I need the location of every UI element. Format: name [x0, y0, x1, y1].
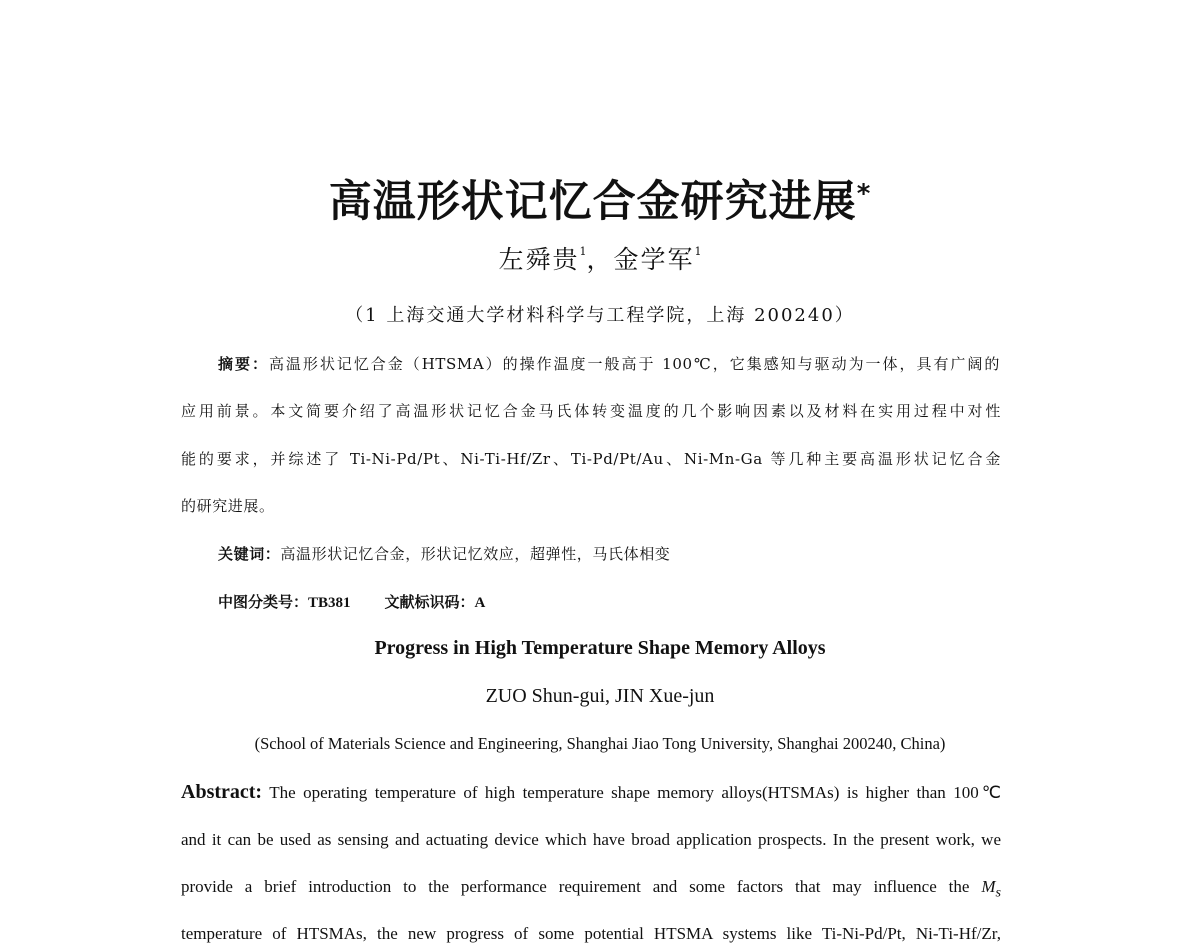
- abstract-cn-label: 摘要：: [218, 355, 269, 373]
- abstract-cn-text-1: 高温形状记忆合金（HTSMA）的操作温度一般高于 100℃，它集感知与驱动为一体，具有广阔的: [268, 355, 1000, 373]
- abstract-en-text-3: provide a brief introduction to the performance requirement and some factors that may influence the: [181, 877, 970, 896]
- keywords-cn-text: 高温形状记忆合金，形状记忆效应，超弹性，马氏体相变: [280, 545, 671, 563]
- abstract-en-line-1: [181, 781, 1001, 804]
- classification-line: [218, 591, 485, 612]
- doc-code-value: A: [474, 595, 486, 611]
- abstract-cn-line-2: 应用前景。本文简要介绍了高温形状记忆合金马氏体转变温度的几个影响因素以及材料在实用过程中对性: [181, 402, 1001, 420]
- affiliation-en: (School of Materials Science and Engineering, Shanghai Jiao Tong University, Shanghai 200240, China): [254, 734, 946, 753]
- abstract-en-line-3: [181, 877, 1001, 901]
- abstract-cn-line-1: [218, 353, 1000, 374]
- abstract-en-text-1: The operating temperature of high temperature shape memory alloys(HTSMAs) is higher than 100℃: [269, 783, 1001, 802]
- keywords-cn-label: 关键词：: [218, 545, 281, 563]
- author-1-affil-sup: 1: [579, 245, 587, 258]
- clc-label: 中图分类号：: [218, 593, 309, 611]
- authors-cn: [0, 240, 1200, 276]
- author-2-affil-sup: 1: [694, 245, 702, 258]
- author-1-cn: 左舜贵: [498, 245, 580, 274]
- abstract-cn-line-4: 的研究进展。: [181, 497, 275, 515]
- paper-title-en: Progress in High Temperature Shape Memory Alloys: [374, 637, 826, 659]
- ms-subscript: s: [995, 884, 1001, 901]
- ms-temperature-symbol: [981, 877, 1001, 901]
- doc-code-label: 文献标识码：: [384, 593, 475, 611]
- abstract-cn-line-3: 能的要求，并综述了 Ti-Ni-Pd/Pt、Ni-Ti-Hf/Zr、Ti-Pd/Pt/Au、Ni-Mn-Ga 等几种主要高温形状记忆合金: [181, 450, 1001, 468]
- paper-title-cn-text: 高温形状记忆合金研究进展: [328, 177, 857, 227]
- abstract-en-line-4: temperature of HTSMAs, the new progress of some potential HTSMA systems like Ti-Ni-Pd/Pt, Ni-Ti-Hf/Zr,: [181, 924, 1001, 943]
- affiliation-cn: （1 上海交通大学材料科学与工程学院，上海 200240）: [345, 305, 855, 326]
- author-2-cn: 金学军: [613, 245, 695, 274]
- keywords-cn: [218, 543, 670, 564]
- author-separator: ，: [586, 245, 614, 274]
- paper-title-cn: [0, 168, 1200, 229]
- authors-en: ZUO Shun-gui, JIN Xue-jun: [485, 685, 715, 707]
- title-footnote-marker: *: [856, 179, 872, 209]
- ms-variable: M: [981, 877, 996, 896]
- clc-value: TB381: [308, 595, 351, 611]
- abstract-en-label: Abstract:: [181, 781, 263, 803]
- abstract-en-line-2: and it can be used as sensing and actuating device which have broad application prospects. In the present work, we: [181, 830, 1001, 849]
